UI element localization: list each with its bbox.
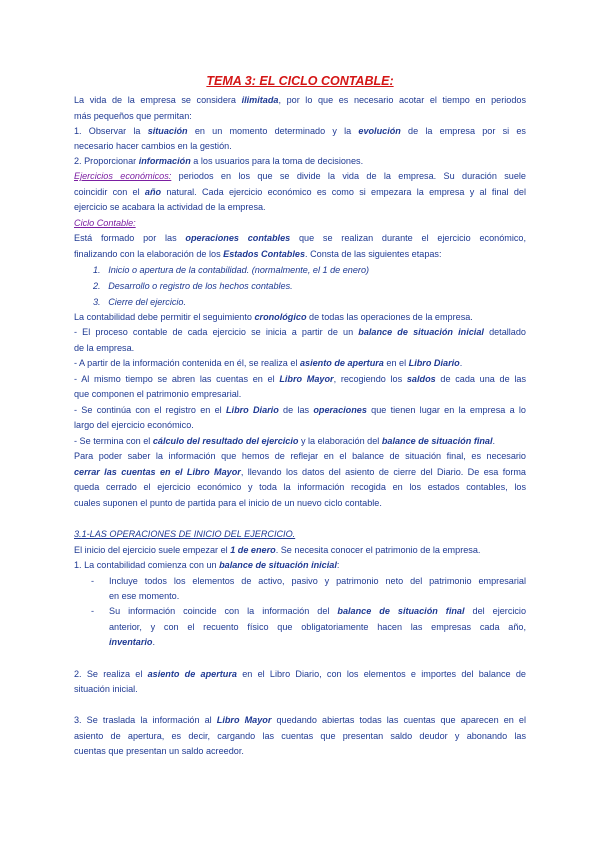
text-line: Ejercicios económicos: periodos en los que se divide la vida de la empresa. Su duración suele: [74, 171, 526, 181]
text-line: 1. Observar la situación en un momento determinado y la evolución de la empresa por si es: [74, 126, 526, 136]
list-item: 3. Cierre del ejercicio.: [93, 297, 187, 307]
text-line: queda cerrado el ejercicio económico y toda la información recogida en los estados contables, los: [74, 482, 526, 492]
text-line: 2. Se realiza el asiento de apertura en el Libro Diario, con los elementos e importes del balance de: [74, 669, 526, 679]
text-line: La vida de la empresa se considera ilimitada, por lo que es necesario acotar el tiempo en periodos: [74, 95, 526, 105]
bullet-dash: -: [91, 576, 95, 586]
section-heading: 3.1-LAS OPERACIONES DE INICIO DEL EJERCICIO.: [74, 529, 296, 539]
text-line: ejercicio se acabara la actividad de la empresa.: [74, 202, 266, 212]
list-item: 2. Desarrollo o registro de los hechos contables.: [93, 281, 293, 291]
section-label: Ciclo Contable:: [74, 218, 136, 228]
text-line: situación inicial.: [74, 684, 138, 694]
text-line: cerrar las cuentas en el Libro Mayor, llevando los datos del asiento de cierre del Diario. De esa forma: [74, 467, 526, 477]
text-line: necesario hacer cambios en la gestión.: [74, 141, 232, 151]
text-line: 1. La contabilidad comienza con un balance de situación inicial:: [74, 560, 340, 570]
text-line: - Se continúa con el registro en el Libro Diario de las operaciones que tienen lugar en la empresa a lo: [74, 405, 526, 415]
text-line: más pequeños que permitan:: [74, 111, 192, 121]
text-line: - Al mismo tiempo se abren las cuentas en el Libro Mayor, recogiendo los saldos de cada una de las: [74, 374, 526, 384]
text-line: que componen el patrimonio empresarial.: [74, 389, 242, 399]
bullet-dash: -: [91, 606, 95, 616]
text-line: La contabilidad debe permitir el seguimiento cronológico de todas las operaciones de la empresa.: [74, 312, 473, 322]
text-line: 2. Proporcionar información a los usuarios para la toma de decisiones.: [74, 156, 364, 166]
text-line: largo del ejercicio económico.: [74, 420, 194, 430]
text-line: [74, 217, 526, 230]
bullet-item: anterior, y con el recuento físico que obligatoriamente hacen las empresas cada año,: [109, 622, 526, 632]
text-line: El inicio del ejercicio suele empezar el 1 de enero. Se necesita conocer el patrimonio de la empresa.: [74, 545, 481, 555]
bullet-item: Incluye todos los elementos de activo, pasivo y patrimonio neto del patrimonio empresarial: [109, 576, 526, 586]
text-line: - Se termina con el cálculo del resultado del ejercicio y la elaboración del balance de situación final.: [74, 436, 496, 446]
text-line: cuentas que presentan un saldo acreedor.: [74, 746, 244, 756]
text-line: finalizando con la elaboración de los Estados Contables. Consta de las siguientes etapas:: [74, 249, 442, 259]
bullet-item: inventario.: [109, 637, 155, 647]
text-line: Para poder saber la información que hemos de reflejar en el balance de situación final, es necesario: [74, 451, 526, 461]
text-line: coincidir con el año natural. Cada ejercicio económico es como si empezara la empresa y al final del: [74, 187, 526, 197]
text-line: - A partir de la información contenida en él, se realiza el asiento de apertura en el Libro Diario.: [74, 358, 463, 368]
bullet-item: en ese momento.: [109, 591, 180, 601]
text-line: asiento de apertura, es decir, cargando las cuentas que presentan saldo deudor y abonando las: [74, 731, 526, 741]
section-label: Ejercicios económicos:: [74, 171, 172, 181]
text-line: 3. Se traslada la información al Libro Mayor quedando abiertas todas las cuentas que aparecen en el: [74, 715, 526, 725]
page-title: TEMA 3: EL CICLO CONTABLE:: [206, 74, 394, 88]
text-line: Está formado por las operaciones contables que se realizan durante el ejercicio económico,: [74, 233, 526, 243]
text-line: de la empresa.: [74, 343, 135, 353]
text-line: - El proceso contable de cada ejercicio se inicia a partir de un balance de situación inicial detallado: [74, 327, 526, 337]
text-line: cuales suponen el punto de partida para el inicio de un nuevo ciclo contable.: [74, 498, 382, 508]
list-item: 1. Inicio o apertura de la contabilidad. (normalmente, el 1 de enero): [93, 265, 370, 275]
bullet-item: Su información coincide con la información del balance de situación final del ejercicio: [109, 606, 527, 616]
